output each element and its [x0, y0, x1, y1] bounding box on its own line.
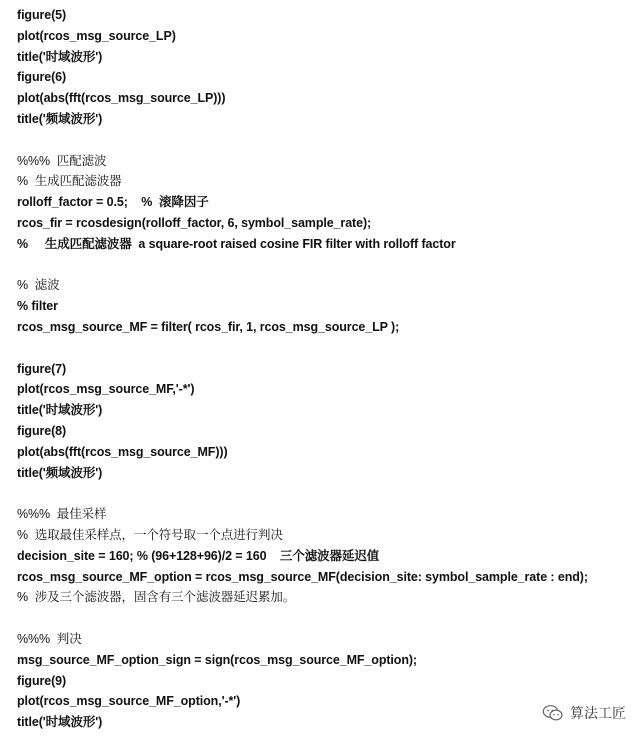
code-line: plot(abs(fft(rcos_msg_source_MF))) [17, 444, 228, 459]
comment-line: % 涉及三个滤波器，固含有三个滤波器延迟累加。 [17, 590, 296, 605]
code-line: rcos_msg_source_MF_option = rcos_msg_source_MF(decision_site: symbol_sample_rate : end); [17, 569, 588, 584]
comment-line: %%% 匹配滤波 [17, 153, 107, 168]
code-line: plot(rcos_msg_source_MF_option,'-*') [17, 694, 241, 709]
blank-line [17, 483, 627, 504]
code-line: title('频域波形') [17, 111, 103, 126]
code-line: figure(5) [17, 8, 67, 22]
code-line: % 生成匹配滤波器 a square-root raised cosine FIR filter with rolloff factor [17, 236, 456, 251]
blank-line [17, 608, 627, 629]
blank-line [17, 338, 627, 359]
code-line: title('时域波形') [17, 403, 103, 418]
comment-line: % 滤波 [17, 278, 60, 293]
code-line: rolloff_factor = 0.5; % 滚降因子 [17, 195, 209, 210]
code-line: decision_site = 160; % (96+128+96)/2 = 160 三个滤波器延迟值 [17, 548, 380, 563]
watermark [542, 703, 626, 723]
comment-line: % 生成匹配滤波器 [17, 174, 122, 189]
code-line: title('时域波形') [17, 715, 103, 730]
code-line: rcos_msg_source_MF = filter( rcos_fir, 1, rcos_msg_source_LP ); [17, 319, 400, 334]
blank-line [17, 130, 627, 151]
code-line: figure(6) [17, 70, 67, 85]
comment-line: %%% 最佳采样 [17, 507, 107, 522]
code-line: figure(9) [17, 673, 67, 688]
code-line: title('频域波形') [17, 465, 103, 480]
comment-line: % 选取最佳采样点，一个符号取一个点进行判决 [17, 527, 283, 542]
blank-line [17, 255, 627, 276]
code-document [17, 5, 627, 733]
code-line: plot(rcos_msg_source_MF,'-*') [17, 382, 195, 397]
code-line: plot(abs(fft(rcos_msg_source_LP))) [17, 91, 226, 106]
code-line: plot(rcos_msg_source_LP) [17, 28, 176, 43]
code-line: rcos_fir = rcosdesign(rolloff_factor, 6, symbol_sample_rate); [17, 215, 372, 230]
code-line: title('时域波形') [17, 49, 103, 64]
code-line: figure(8) [17, 423, 67, 438]
comment-line: %%% 判决 [17, 631, 82, 646]
code-line: figure(7) [17, 361, 67, 376]
watermark-label: 算法工匠 [570, 706, 626, 722]
code-line: % filter [17, 299, 58, 314]
code-line: msg_source_MF_option_sign = sign(rcos_msg_source_MF_option); [17, 652, 417, 667]
wechat-icon [542, 704, 564, 722]
